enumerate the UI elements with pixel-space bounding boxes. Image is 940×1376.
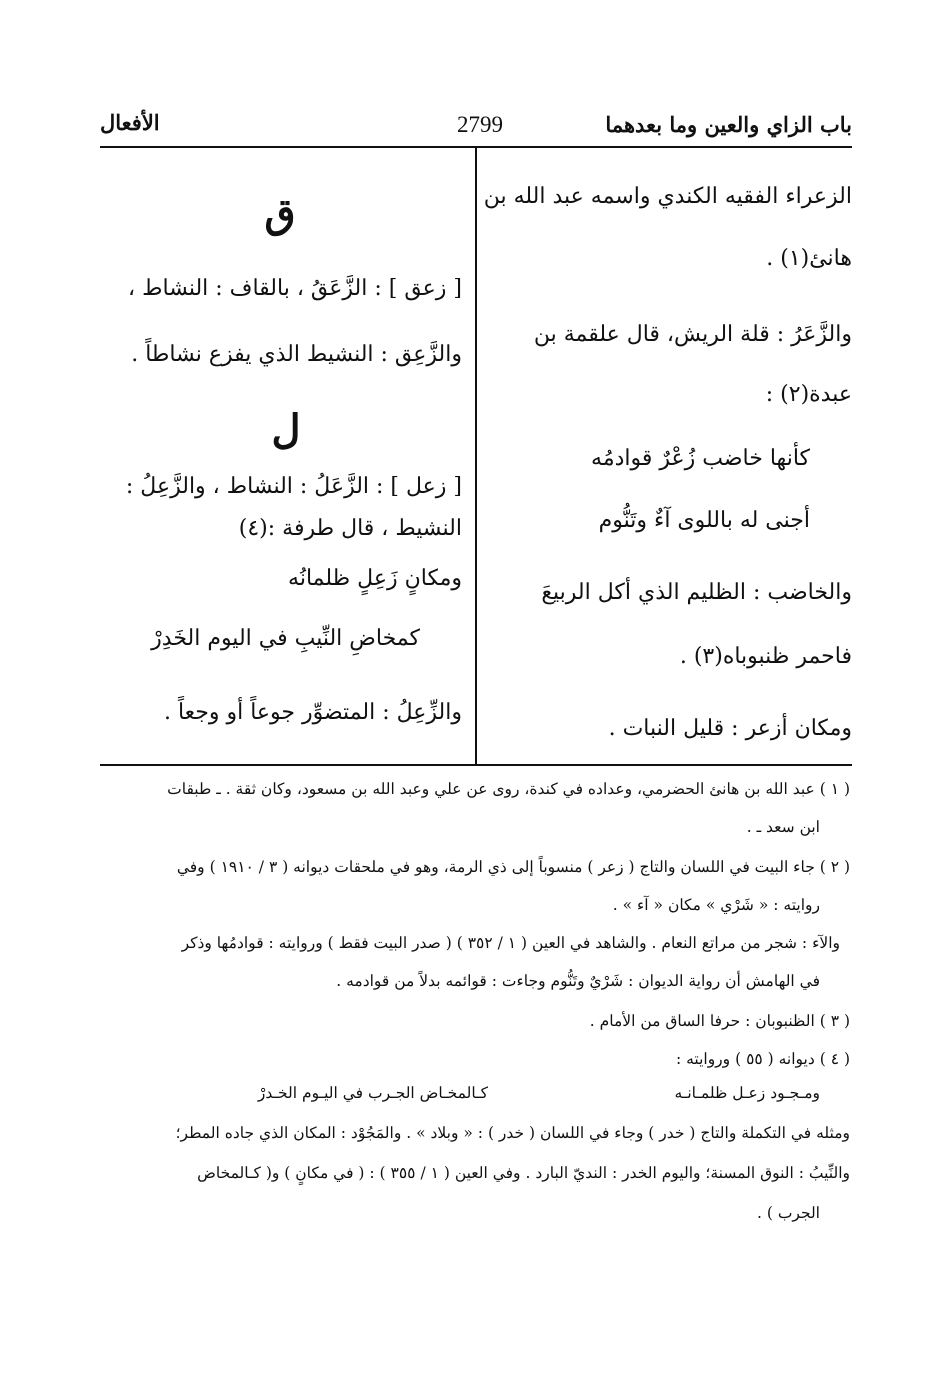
- right-col-line-2: هانئ(١) .: [766, 246, 852, 271]
- footnote-4-line-5: الجرب ) .: [756, 1204, 820, 1222]
- left-col-line-3: [ زعل ] : الزَّعَلُ : النشاط ، والزَّعِلُ :: [125, 474, 462, 499]
- left-col-line-1: [ زعق ] : الزَّعَقُ ، بالقاف : النشاط ،: [128, 276, 462, 301]
- footnote-4-verse-a: ومـجـود زعـل ظلمـانـه: [674, 1084, 820, 1102]
- section-label: الأفعال: [100, 110, 160, 135]
- footnote-2-line-1: ( ٢ ) جاء البيت في اللسان والتاج ( زعر ) منسوباً إلى ذي الرمة، وهو في ملحقات ديوانه ( ٣ / ١٩١٠ ) وفي: [176, 858, 850, 876]
- verse-hemistich-3: ومكانٍ زَعِلٍ ظلمانُه: [288, 566, 462, 591]
- right-col-line-3: والزَّعَرُ : قلة الريش، قال علقمة بن: [533, 322, 852, 347]
- footnote-4-verse-b: كـالمخـاض الجـرب في اليـوم الخـدرْ: [257, 1084, 488, 1102]
- footnote-1-line-2: ابن سعد ـ .: [746, 818, 820, 836]
- section-letter-lam: ل: [271, 406, 301, 453]
- page-number: 2799: [457, 112, 503, 137]
- footnote-4-line-1: ( ٤ ) ديوانه ( ٥٥ ) وروايته :: [675, 1050, 850, 1068]
- footnote-3: ( ٣ ) الظنبوبان : حرفا الساق من الأمام .: [589, 1012, 850, 1030]
- footnote-rule: [100, 764, 852, 766]
- verse-hemistich-4: كمخاضِ النِّيبِ في اليوم الخَدِرْ: [151, 626, 420, 651]
- right-col-line-7: والخاضب : الظليم الذي أكل الربيعَ: [541, 580, 852, 605]
- footnote-2-line-3: والآء : شجر من مراتع النعام . والشاهد في العين ( ١ / ٣٥٢ ) ( صدر البيت فقط ) وروايته : قوادمُها وذكر: [181, 934, 840, 952]
- footnote-4-line-3: ومثله في التكملة والتاج ( خدر ) وجاء في اللسان ( خدر ) : « وبلاد » . والمَجُوْد : المكان الذي جاده المطر؛: [175, 1124, 850, 1142]
- footnote-1-line-1: ( ١ ) عبد الله بن هانئ الحضرمي، وعداده في كندة، روى عن علي وعبد الله بن مسعود، وكان ثقة . ـ طبقات: [167, 780, 850, 798]
- left-col-line-7: والزِّعِلُ : المتضوِّر جوعاً أو وجعاً .: [163, 700, 462, 725]
- verse-hemistich-2: أجنى له باللوى آءٌ وتَنُّوم: [598, 508, 810, 533]
- left-col-line-2: والزَّعِق : النشيط الذي يفزع نشاطاً .: [131, 342, 462, 367]
- footnote-2-line-2: روايته : « شَرْي » مكان « آء » .: [612, 896, 820, 914]
- column-divider: [475, 146, 477, 764]
- left-col-line-4: النشيط ، قال طرفة :(٤): [238, 516, 462, 541]
- right-col-line-1: الزعراء الفقيه الكندي واسمه عبد الله بن: [483, 184, 852, 209]
- footnote-4-line-4: والنِّيبُ : النوق المسنة؛ واليوم الخدر : النديّ البارد . وفي العين ( ١ / ٣٥٥ ) : ( في مكانٍ ) و( كـالمخاض: [197, 1164, 850, 1182]
- footnote-2-line-4: في الهامش أن رواية الديوان : شَرْيٌ وتَنُّوم وجاءت : قوائمه بدلاً من قوادمه .: [336, 972, 820, 990]
- right-col-line-8: فاحمر ظنبوباه(٣) .: [679, 644, 852, 669]
- right-col-line-4: عبدة(٢) :: [765, 382, 852, 407]
- verse-hemistich-1: كأنها خاضب زُعْرٌ قوادمُه: [591, 446, 810, 471]
- chapter-title: باب الزاي والعين وما بعدهما: [605, 112, 852, 137]
- right-col-line-9: ومكان أزعر : قليل النبات .: [608, 716, 852, 741]
- section-letter-qaf: ق: [264, 190, 296, 237]
